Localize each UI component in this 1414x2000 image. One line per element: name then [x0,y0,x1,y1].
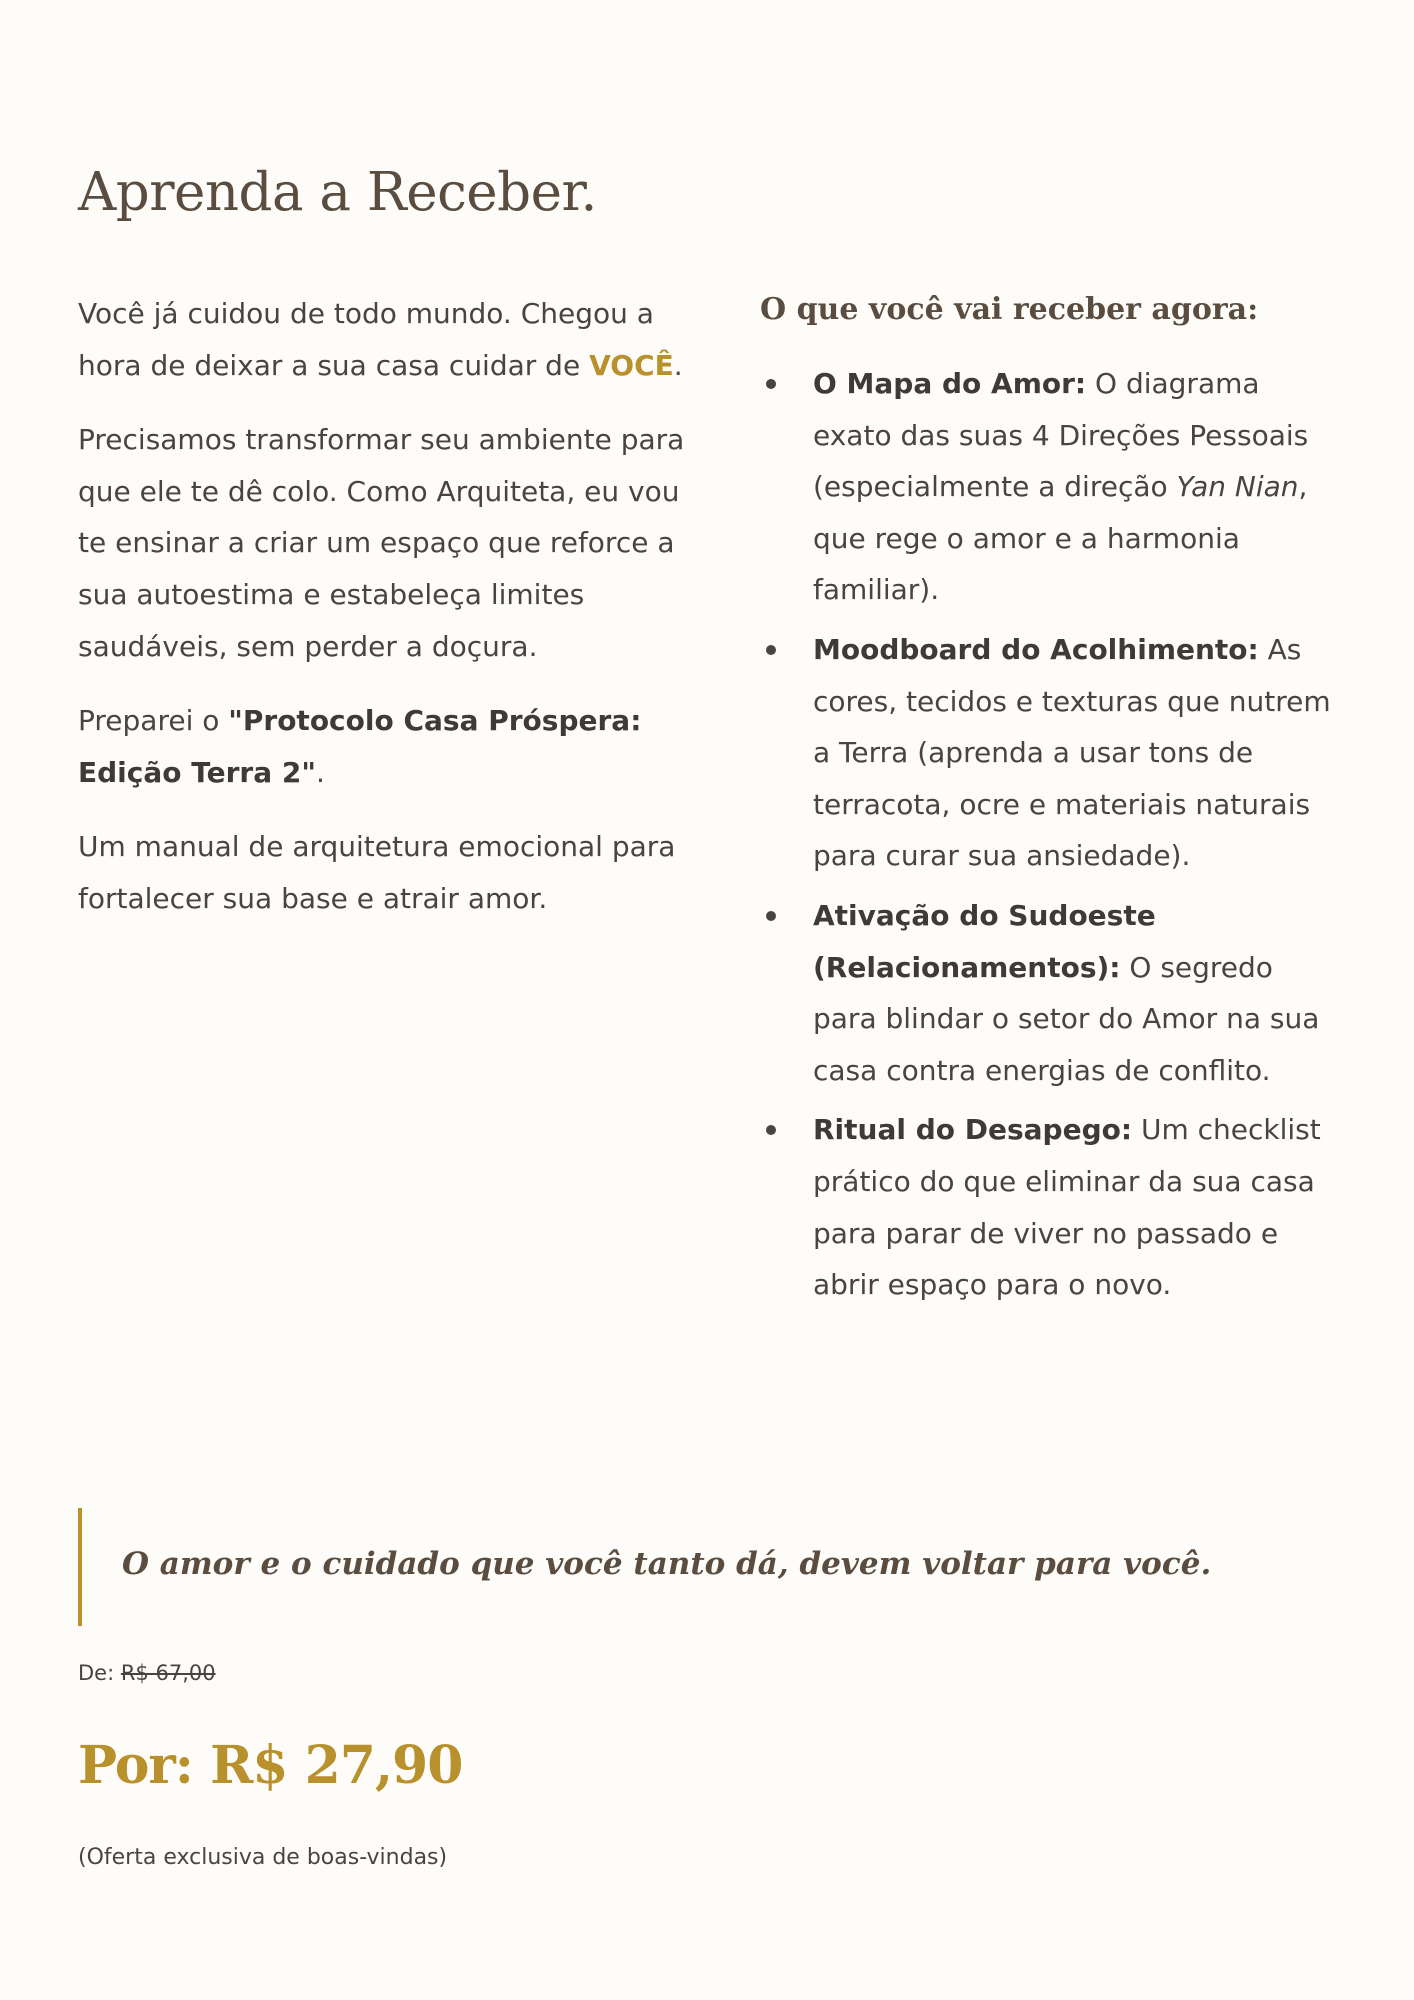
quote-text: O amor e o cuidado que você tanto dá, devem voltar para você. [122,1546,1212,1582]
benefit-title: O Mapa do Amor: [813,367,1087,400]
intro-paragraph-2: Precisamos transformar seu ambiente para que ele te dê colo. Como Arquiteta, eu vou te ensinar a criar um espaço que reforce a sua autoestima e estabeleça limites saudáveis, sem perder a doçura. [78,423,685,663]
pull-quote [78,1508,1262,1626]
intro-column [78,288,708,948]
benefit-text: As cores, tecidos e texturas que nutrem a Terra (aprenda a usar tons de terracota, ocre e materiais naturais para curar sua ansiedade). [813,632,1331,873]
benefit-text-italic: Yan Nian [1176,470,1299,504]
intro-paragraph-4: Um manual de arquitetura emocional para fortalecer sua base e atrair amor. [78,830,676,915]
bullet-icon [766,911,776,921]
bullet-icon [766,1125,776,1135]
old-price-label: De: [78,1661,121,1685]
benefit-item [760,624,1335,882]
intro-text: Você já cuidou de todo mundo. Chegou a hora de deixar a sua casa cuidar de [78,297,654,382]
benefit-item [760,358,1335,616]
intro-text-end: . [673,348,683,382]
intro-text-end: . [315,755,325,789]
benefit-title: Moodboard do Acolhimento: [813,632,1259,666]
page-title: Aprenda a Receber. [78,162,597,223]
old-price-value: R$ 67,00 [120,1661,216,1685]
benefit-item [760,890,1335,1096]
benefits-list [760,358,1335,1319]
benefit-title: Ritual do Desapego: [813,1113,1133,1147]
benefit-text: Um checklist prático do que eliminar da sua casa para parar de viver no passado e abrir espaço para o novo. [813,1113,1321,1302]
intro-paragraph-1 [78,288,708,391]
product-name: "Protocolo Casa Próspera: Edição Terra 2" [78,704,642,789]
intro-paragraph-3 [78,695,708,798]
new-price: Por: R$ 27,90 [78,1735,463,1796]
benefit-item [760,1104,1335,1310]
benefit-title: Ativação do Sudoeste (Relacionamentos): [813,898,1156,984]
bullet-icon [766,379,776,389]
benefit-text-end: , que rege o amor e a harmonia familiar). [813,470,1308,607]
bullet-icon [766,645,776,655]
highlight-voce: VOCÊ [589,348,674,382]
benefit-text: O segredo para blindar o setor do Amor na sua casa contra energias de conflito. [813,950,1320,1087]
benefits-heading: O que você vai receber agora: [760,292,1259,327]
benefit-text: O diagrama exato das suas 4 Direções Pessoais (especialmente a direção [813,367,1309,504]
offer-note: (Oferta exclusiva de boas-vindas) [78,1845,448,1870]
intro-text: Preparei o [78,704,229,738]
old-price [78,1658,216,1688]
